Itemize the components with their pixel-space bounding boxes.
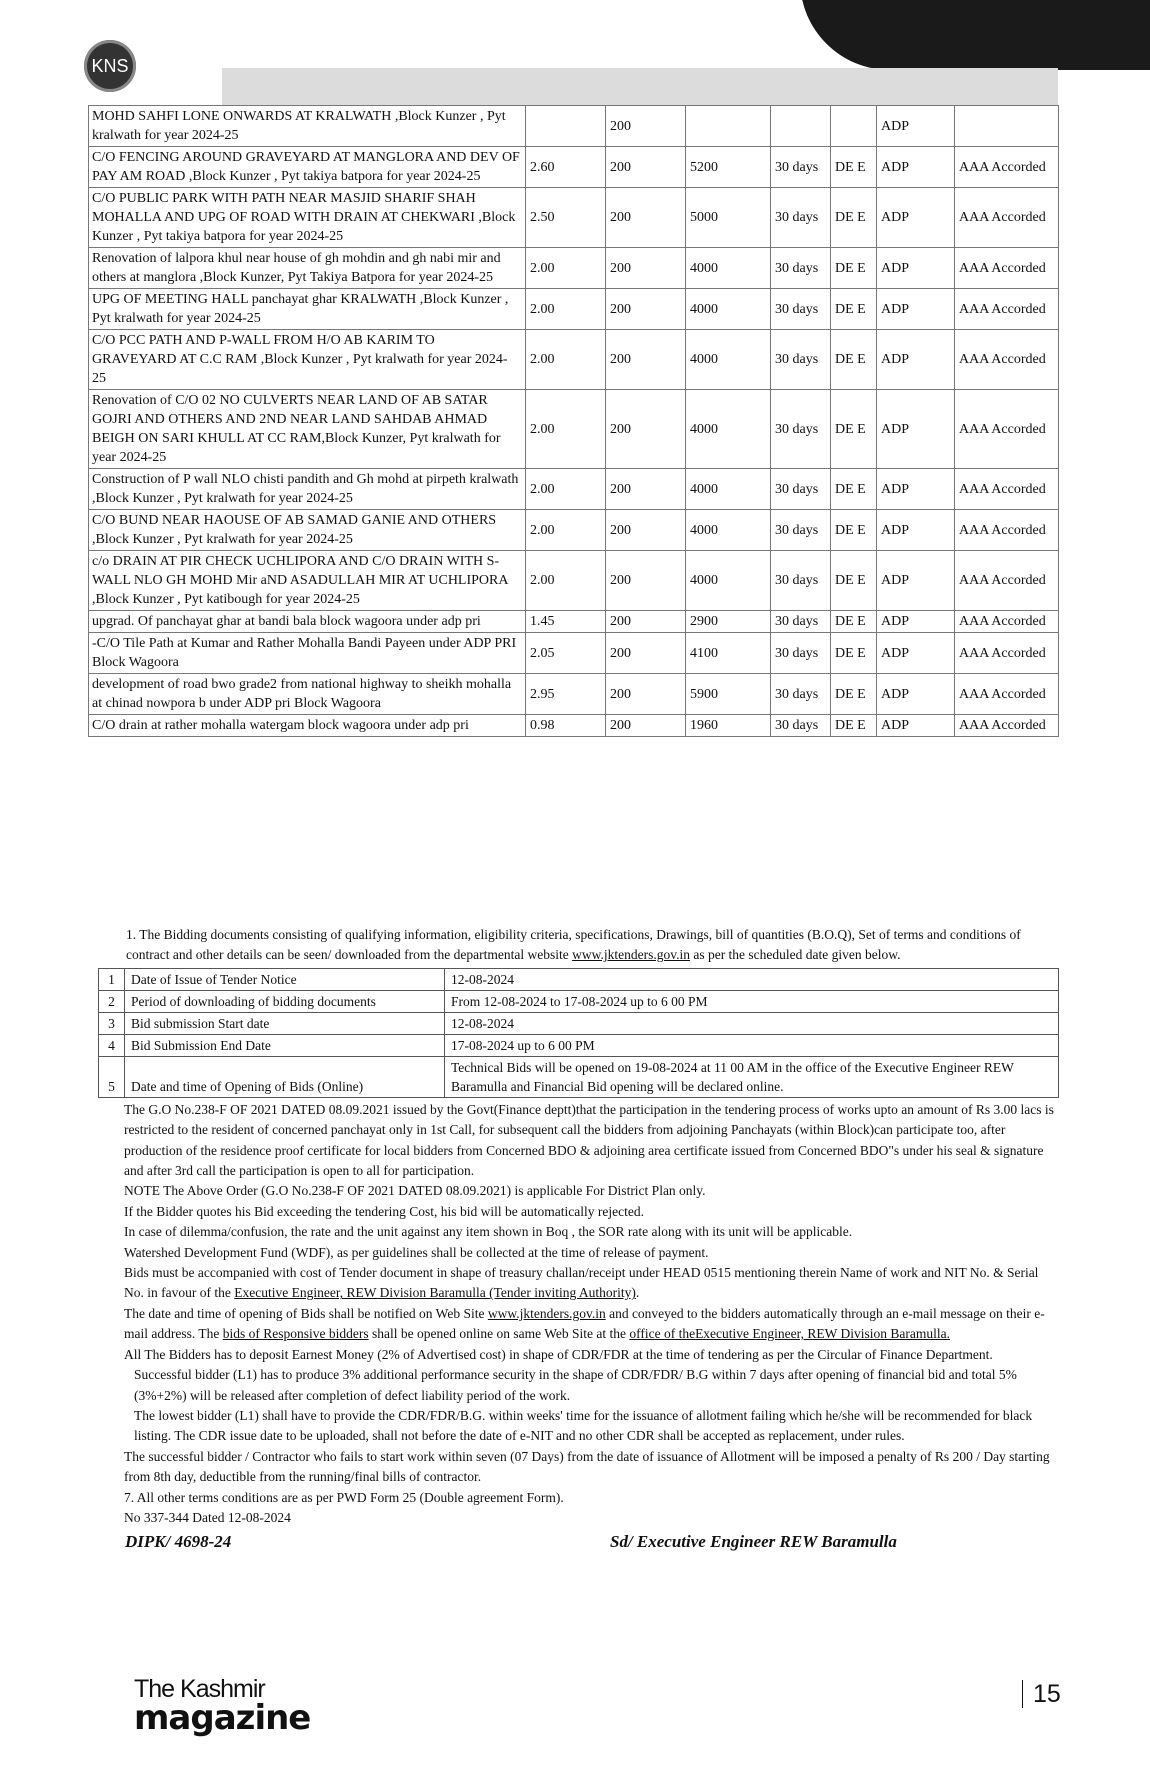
completion-time: 30 days <box>771 147 831 188</box>
completion-time <box>771 106 831 147</box>
work-description: C/O PUBLIC PARK WITH PATH NEAR MASJID SHARIF SHAH MOHALLA AND UPG OF ROAD WITH DRAIN AT CHEKWARI ,Block Kunzer , Pyt takiya batpora for year 2024-25 <box>89 188 526 248</box>
earnest-money <box>686 106 771 147</box>
earnest-money: 4000 <box>686 551 771 611</box>
tender-cost-paragraph: Bids must be accompanied with cost of Tender document in shape of treasury challan/receipt under HEAD 0515 mentioning therein Name of work and NIT No. & Serial No. in favour of the Executive Engineer, REW Division Baramulla (Tender inviting Authority). <box>124 1265 1039 1301</box>
completion-time: 30 days <box>771 551 831 611</box>
approval-status: AAA Accorded <box>955 551 1059 611</box>
schedule-value: From 12-08-2024 to 17-08-2024 up to 6 00 PM <box>445 990 1059 1012</box>
estimated-cost: 2.00 <box>526 289 606 330</box>
approval-status: AAA Accorded <box>955 611 1059 633</box>
estimated-cost: 0.98 <box>526 715 606 737</box>
scheme: ADP <box>877 289 955 330</box>
scheme: ADP <box>877 633 955 674</box>
contractor-class: DE E <box>831 147 877 188</box>
tender-fee: 200 <box>606 715 686 737</box>
emd-paragraph: All The Bidders has to deposit Earnest Money (2% of Advertised cost) in shape of CDR/FDR at the time of tendering as per the Circular of Finance Department. <box>124 1346 993 1362</box>
contractor-class <box>831 106 877 147</box>
magazine-logo-line1: The Kashmir <box>134 1675 265 1703</box>
estimated-cost: 2.60 <box>526 147 606 188</box>
completion-time: 30 days <box>771 469 831 510</box>
earnest-money: 4000 <box>686 469 771 510</box>
tender-fee: 200 <box>606 551 686 611</box>
work-description: Construction of P wall NLO chisti pandith and Gh mohd at pirpeth kralwath ,Block Kunzer , Pyt kralwath for year 2024-25 <box>89 469 526 510</box>
notice-body <box>96 925 1058 1558</box>
note-paragraph: NOTE The Above Order (G.O No.238-F OF 2021 DATED 08.09.2021) is applicable For District Plan only. <box>124 1183 706 1199</box>
page-number: 15 <box>1022 1680 1061 1708</box>
earnest-money: 5200 <box>686 147 771 188</box>
table-row <box>89 106 1059 147</box>
website-paragraph: The date and time of opening of Bids shall be notified on Web Site www.jktenders.gov.in and conveyed to the bidders automatically through an e-mail message on their e-mail address. The bids of Responsive bidders shall be opened online on same Web Site at the office of theExecutive Engineer, REW Division Baramulla. <box>124 1305 1045 1342</box>
schedule-number: 4 <box>99 1034 125 1056</box>
contractor-class: DE E <box>831 510 877 551</box>
approval-status: AAA Accorded <box>955 715 1059 737</box>
tender-fee: 200 <box>606 469 686 510</box>
completion-time: 30 days <box>771 390 831 469</box>
works-table <box>88 105 1059 737</box>
contractor-class: DE E <box>831 611 877 633</box>
contractor-class: DE E <box>831 390 877 469</box>
table-row <box>89 469 1059 510</box>
signatory: Sd/ Executive Engineer REW Baramulla <box>610 1532 897 1552</box>
approval-status: AAA Accorded <box>955 469 1059 510</box>
schedule-table <box>98 968 1059 1098</box>
table-row <box>99 968 1059 990</box>
work-description: UPG OF MEETING HALL panchayat ghar KRALWATH ,Block Kunzer , Pyt kralwath for year 2024-25 <box>89 289 526 330</box>
table-row <box>89 551 1059 611</box>
scheme: ADP <box>877 390 955 469</box>
tender-fee: 200 <box>606 289 686 330</box>
completion-time: 30 days <box>771 289 831 330</box>
table-row <box>99 1034 1059 1056</box>
earnest-money: 4000 <box>686 330 771 390</box>
tender-fee: 200 <box>606 674 686 715</box>
scheme: ADP <box>877 330 955 390</box>
estimated-cost: 2.00 <box>526 469 606 510</box>
earnest-money: 2900 <box>686 611 771 633</box>
schedule-value: 17-08-2024 up to 6 00 PM <box>445 1034 1059 1056</box>
table-row <box>89 147 1059 188</box>
scheme: ADP <box>877 248 955 289</box>
contractor-class: DE E <box>831 715 877 737</box>
completion-time: 30 days <box>771 715 831 737</box>
table-row <box>89 289 1059 330</box>
contractor-class: DE E <box>831 469 877 510</box>
completion-time: 30 days <box>771 248 831 289</box>
estimated-cost: 2.00 <box>526 551 606 611</box>
penalty-paragraph: The successful bidder / Contractor who fails to start work within seven (07 Days) from the date of issuance of Allotment will be imposed a penalty of Rs 200 / Day starting from 8th day, deductible from the running/final bills of contractor. <box>124 1448 1050 1485</box>
table-row <box>89 330 1059 390</box>
contractor-class: DE E <box>831 248 877 289</box>
work-description: c/o DRAIN AT PIR CHECK UCHLIPORA AND C/O DRAIN WITH S-WALL NLO GH MOHD Mir aND ASADULLAH MIR AT UCHLIPORA ,Block Kunzer , Pyt katibough for year 2024-25 <box>89 551 526 611</box>
schedule-number: 5 <box>99 1056 125 1097</box>
approval-status: AAA Accorded <box>955 390 1059 469</box>
estimated-cost: 2.00 <box>526 390 606 469</box>
estimated-cost: 2.50 <box>526 188 606 248</box>
completion-time: 30 days <box>771 611 831 633</box>
earnest-money: 4000 <box>686 289 771 330</box>
earnest-money: 1960 <box>686 715 771 737</box>
approval-status: AAA Accorded <box>955 330 1059 390</box>
lowest-bidder-paragraph: The lowest bidder (L1) shall have to provide the CDR/FDR/B.G. within weeks' time for the issuance of allotment failing which he/she will be recommended for black listing. The CDR issue date to be uploaded, shall not before the date of e-NIT and no other CDR shall be accepted as replacement, under rules. <box>134 1407 1033 1444</box>
work-description: development of road bwo grade2 from national highway to sheikh mohalla at chinad nowpora b under ADP pri Block Wagoora <box>89 674 526 715</box>
schedule-label: Bid submission Start date <box>125 1012 445 1034</box>
contractor-class: DE E <box>831 289 877 330</box>
estimated-cost: 1.45 <box>526 611 606 633</box>
scheme: ADP <box>877 551 955 611</box>
work-description: -C/O Tile Path at Kumar and Rather Mohalla Bandi Payeen under ADP PRI Block Wagoora <box>89 633 526 674</box>
dilemma-paragraph: In case of dilemma/confusion, the rate and the unit against any item shown in Boq , the SOR rate along with its unit will be applicable. <box>124 1224 853 1240</box>
earnest-money: 5000 <box>686 188 771 248</box>
schedule-label: Date of Issue of Tender Notice <box>125 968 445 990</box>
tender-fee: 200 <box>606 510 686 551</box>
contractor-class: DE E <box>831 633 877 674</box>
table-row <box>89 611 1059 633</box>
scheme: ADP <box>877 674 955 715</box>
completion-time: 30 days <box>771 188 831 248</box>
estimated-cost: 2.00 <box>526 248 606 289</box>
estimated-cost: 2.05 <box>526 633 606 674</box>
estimated-cost: 2.00 <box>526 330 606 390</box>
tender-fee: 200 <box>606 147 686 188</box>
completion-time: 30 days <box>771 674 831 715</box>
wdf-paragraph: Watershed Development Fund (WDF), as per guidelines shall be collected at the time of release of payment. <box>124 1244 709 1260</box>
schedule-number: 2 <box>99 990 125 1012</box>
table-row <box>99 1012 1059 1034</box>
go-order-paragraph: The G.O No.238-F OF 2021 DATED 08.09.2021 issued by the Govt(Finance deptt)that the participation in the tendering process of works upto an amount of Rs 3.00 lacs is restricted to the resident of concerned panchayat only in 1st Call, for subsequent call the bidders from adjoining Panchayats (within Block)can participate too, after production of the residence proof certificate for local bidders from Concerned BDO & adjoining area certificate issued from Concerned BDO"s under his seal & signature and after 3rd call the participation is open to all for participation. <box>124 1101 1054 1179</box>
schedule-label: Bid Submission End Date <box>125 1034 445 1056</box>
scheme: ADP <box>877 469 955 510</box>
table-row <box>99 990 1059 1012</box>
security-paragraph: Successful bidder (L1) has to produce 3% additional performance security in the shape of CDR/FDR/ B.G within 7 days after opening of financial bid and total 5% (3%+2%) will be released after completion of defect liability period of the work. <box>134 1367 1017 1403</box>
tender-fee: 200 <box>606 611 686 633</box>
tender-fee: 200 <box>606 106 686 147</box>
dipk-number: DIPK/ 4698-24 <box>125 1532 232 1552</box>
work-description: MOHD SAHFI LONE ONWARDS AT KRALWATH ,Block Kunzer , Pyt kralwath for year 2024-25 <box>89 106 526 147</box>
earnest-money: 4000 <box>686 390 771 469</box>
website-link[interactable]: www.jktenders.gov.in <box>572 947 690 963</box>
scheme: ADP <box>877 715 955 737</box>
tender-fee: 200 <box>606 330 686 390</box>
earnest-money: 4000 <box>686 510 771 551</box>
schedule-label: Date and time of Opening of Bids (Online) <box>125 1056 445 1097</box>
work-description: C/O FENCING AROUND GRAVEYARD AT MANGLORA AND DEV OF PAY AM ROAD ,Block Kunzer , Pyt takiya batpora for year 2024-25 <box>89 147 526 188</box>
magazine-logo <box>134 1675 311 1738</box>
schedule-number: 1 <box>99 968 125 990</box>
table-row <box>89 715 1059 737</box>
tender-fee: 200 <box>606 633 686 674</box>
corner-decoration <box>800 0 1150 70</box>
work-description: C/O PCC PATH AND P-WALL FROM H/O AB KARIM TO GRAVEYARD AT C.C RAM ,Block Kunzer , Pyt kralwath for year 2024-25 <box>89 330 526 390</box>
table-row <box>89 188 1059 248</box>
earnest-money: 4100 <box>686 633 771 674</box>
office-link[interactable]: office of theExecutive Engineer, REW Division Baramulla. <box>629 1326 950 1342</box>
signature-row <box>96 1532 1058 1558</box>
earnest-money: 4000 <box>686 248 771 289</box>
estimated-cost: 2.00 <box>526 510 606 551</box>
schedule-label: Period of downloading of bidding documents <box>125 990 445 1012</box>
approval-status: AAA Accorded <box>955 248 1059 289</box>
table-row <box>89 510 1059 551</box>
reference-number: No 337-344 Dated 12-08-2024 <box>124 1509 291 1525</box>
earnest-money: 5900 <box>686 674 771 715</box>
schedule-value: 12-08-2024 <box>445 968 1059 990</box>
estimated-cost: 2.95 <box>526 674 606 715</box>
table-row <box>89 248 1059 289</box>
approval-status: AAA Accorded <box>955 674 1059 715</box>
scheme: ADP <box>877 106 955 147</box>
completion-time: 30 days <box>771 633 831 674</box>
scheme: ADP <box>877 147 955 188</box>
table-row <box>99 1056 1059 1097</box>
completion-time: 30 days <box>771 510 831 551</box>
completion-time: 30 days <box>771 330 831 390</box>
authority-link[interactable]: Executive Engineer, REW Division Baramulla (Tender inviting Authority) <box>234 1285 636 1301</box>
intro-paragraph: 1. The Bidding documents consisting of qualifying information, eligibility criteria, specifications, Drawings, bill of quantities (B.O.Q), Set of terms and conditions of contract and other details can be seen/ downloaded from the departmental website www.jktenders.gov.in as per the scheduled date given below. <box>126 927 1021 963</box>
kns-logo: KNS <box>84 40 136 92</box>
work-description: Renovation of C/O 02 NO CULVERTS NEAR LAND OF AB SATAR GOJRI AND OTHERS AND 2ND NEAR LAND SAHDAB AHMAD BEIGH ON SARI KHULL AT CC RAM,Block Kunzer, Pyt kralwath for year 2024-25 <box>89 390 526 469</box>
work-description: C/O drain at rather mohalla watergam block wagoora under adp pri <box>89 715 526 737</box>
work-description: upgrad. Of panchayat ghar at bandi bala block wagoora under adp pri <box>89 611 526 633</box>
tender-fee: 200 <box>606 248 686 289</box>
table-row <box>89 633 1059 674</box>
header-band <box>222 68 1058 106</box>
approval-status: AAA Accorded <box>955 188 1059 248</box>
schedule-value: Technical Bids will be opened on 19-08-2024 at 11 00 AM in the office of the Executive Engineer REW Baramulla and Financial Bid opening will be declared online. <box>445 1056 1059 1097</box>
contractor-class: DE E <box>831 188 877 248</box>
work-description: C/O BUND NEAR HAOUSE OF AB SAMAD GANIE AND OTHERS ,Block Kunzer , Pyt kralwath for year 2024-25 <box>89 510 526 551</box>
table-row <box>89 674 1059 715</box>
tender-fee: 200 <box>606 390 686 469</box>
approval-status: AAA Accorded <box>955 633 1059 674</box>
work-description: Renovation of lalpora khul near house of gh mohdin and gh nabi mir and others at manglora ,Block Kunzer, Pyt Takiya Batpora for year 2024-25 <box>89 248 526 289</box>
schedule-value: 12-08-2024 <box>445 1012 1059 1034</box>
jktenders-link[interactable]: www.jktenders.gov.in <box>487 1305 606 1321</box>
schedule-number: 3 <box>99 1012 125 1034</box>
terms-section <box>96 1100 1058 1529</box>
estimated-cost <box>526 106 606 147</box>
contractor-class: DE E <box>831 330 877 390</box>
contractor-class: DE E <box>831 674 877 715</box>
responsive-bidders-link[interactable]: bids of Responsive bidders <box>222 1326 369 1342</box>
scheme: ADP <box>877 510 955 551</box>
magazine-logo-line2: magazine <box>134 1698 311 1738</box>
approval-status: AAA Accorded <box>955 289 1059 330</box>
exceed-paragraph: If the Bidder quotes his Bid exceeding the tendering Cost, his bid will be automatically rejected. <box>124 1203 644 1219</box>
tender-fee: 200 <box>606 188 686 248</box>
pwd-paragraph: 7. All other terms conditions are as per PWD Form 25 (Double agreement Form). <box>124 1489 564 1505</box>
approval-status <box>955 106 1059 147</box>
table-row <box>89 390 1059 469</box>
scheme: ADP <box>877 611 955 633</box>
approval-status: AAA Accorded <box>955 147 1059 188</box>
contractor-class: DE E <box>831 551 877 611</box>
scheme: ADP <box>877 188 955 248</box>
approval-status: AAA Accorded <box>955 510 1059 551</box>
